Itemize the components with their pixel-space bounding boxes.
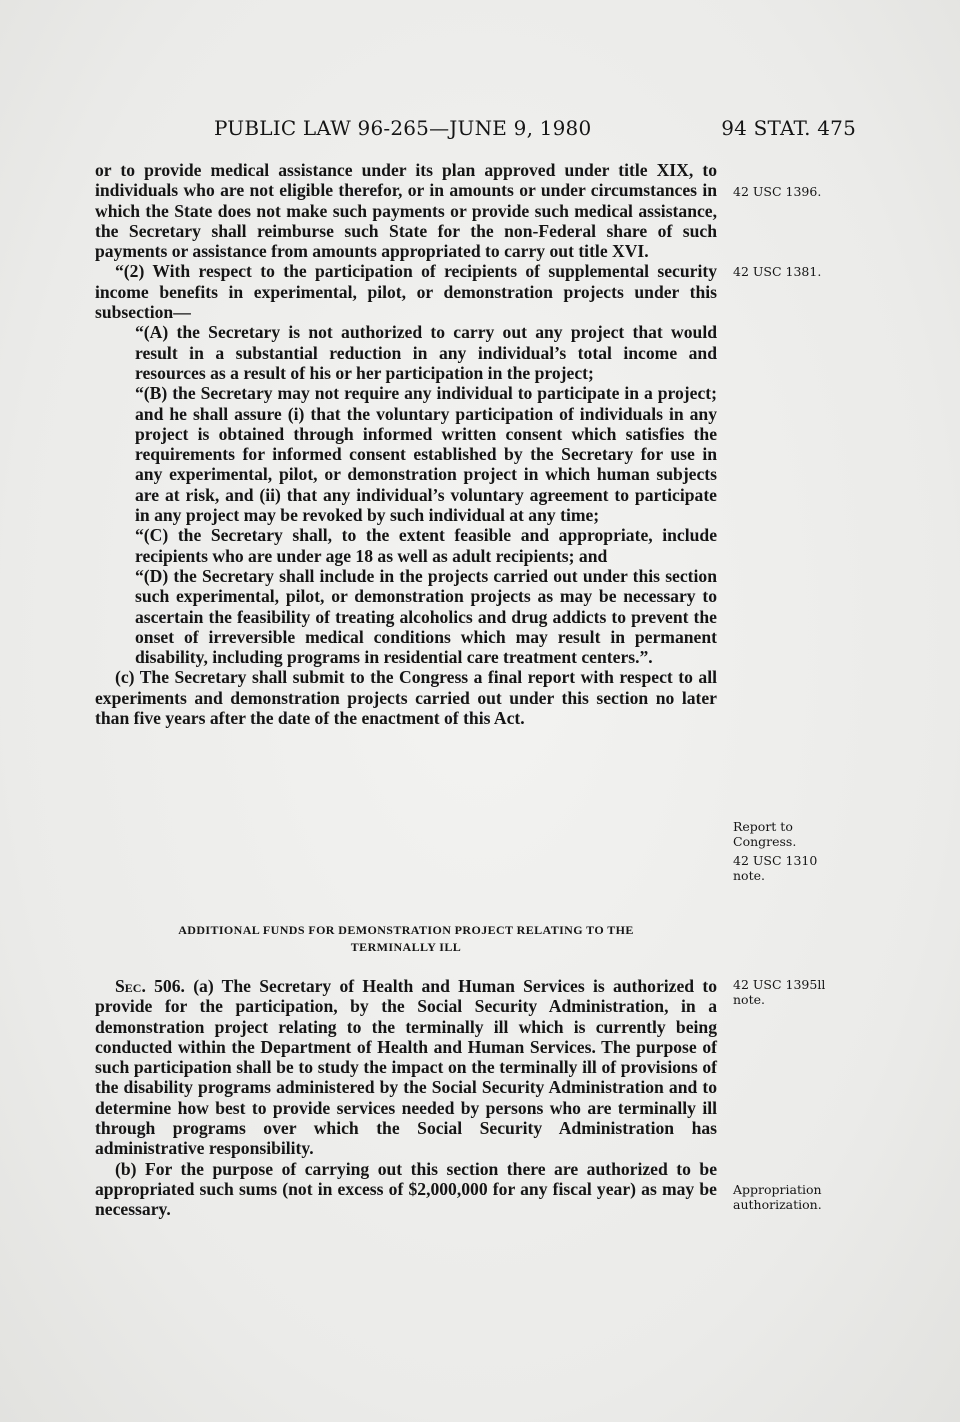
body-block-2 [95,976,717,1220]
paragraph-2-B: “(B) the Secretary may not require any individual to participate in a project; and he shall assure (i) that the voluntary participation of individuals in any project is obtained through informed written consent which satisfies the requirements for informed consent established by the Secretary for use in any experimental, pilot, or demonstration project in which human subjects are at risk, and (ii) that any individual’s voluntary agreement to participate in any project may be revoked by such individual at any time; [135,383,717,526]
paragraph-2: “(2) With respect to the participation of recipients of supplemental security income benefits in experimental, pilot, or demonstration projects under this subsection— [95,261,717,323]
margin-note-appropriation-line-2: authorization. [733,1196,822,1212]
margin-note-appropriation [733,1183,853,1212]
margin-note-report-to-congress [733,820,853,849]
margin-note-usc-1395ll-line-2: note. [733,991,765,1007]
margin-note-usc-1396: 42 USC 1396. [733,184,822,199]
paragraph-sec-506-a-text: (a) The Secretary of Health and Human Services is authorized to provide for the participation, by the Social Security Administration, in a demonstration project relating to the terminally ill which is currently being conducted within the Department of Health and Human Services. The purpose of such participation shall be to study the impact on the terminally ill of provisions of the disability programs administered by the Social Security Administration and to determine how best to provide services needed by persons who are terminally ill through programs over which the Social Security Administration has administrative responsibility. [95,976,717,1159]
margin-note-usc-1310-line-1: 42 USC 1310 [733,853,818,868]
section-heading-line-1: ADDITIONAL FUNDS FOR DEMONSTRATION PROJECT RELATING TO THE [178,923,634,937]
paragraph-continuation: or to provide medical assistance under its plan approved under title XIX, to individuals who are not eligible therefor, or in amounts or under circumstances in which the State does not make such payments or provide such medical assistance, the Secretary shall reimburse such State for the non-Federal share of such payments or assistance from amounts appropriated to carry out title XVI. [95,160,717,262]
paragraph-sec-506-b: (b) For the purpose of carrying out this section there are authorized to be appropriated such sums (not in excess of $2,000,000 for any fiscal year) as may be necessary. [95,1158,717,1220]
margin-note-usc-1310-line-2: note. [733,867,765,883]
paragraph-c: (c) The Secretary shall submit to the Congress a final report with respect to all experiments and demonstration projects carried out under this section no later than five years after the date of the enactment of this Act. [95,667,717,729]
header-page-number: 94 STAT. 475 [721,116,856,140]
margin-note-appropriation-line-1: Appropriation [733,1182,822,1197]
body-block-1 [95,160,717,728]
margin-note-report-line-1: Report to [733,819,793,834]
margin-note-usc-1395ll-line-1: 42 USC 1395ll [733,977,826,992]
paragraph-2-C: “(C) the Secretary shall, to the extent feasible and appropriate, include recipients who are under age 18 as well as adult recipients; and [135,525,717,566]
margin-note-usc-1310 [733,854,853,883]
section-label: Sec. 506. [115,976,185,996]
margin-note-report-line-2: Congress. [733,833,797,849]
page-header [214,116,856,146]
header-law-title: PUBLIC LAW 96-265—JUNE 9, 1980 [214,116,592,140]
margin-note-usc-1381: 42 USC 1381. [733,264,822,279]
section-heading [95,922,717,956]
paragraph-2-D: “(D) the Secretary shall include in the projects carried out under this section such experimental, pilot, or demonstration projects as may be necessary to ascertain the feasibility of treating alcoholics and drug addicts to prevent the onset of irreversible medical conditions which may result in permanent disability, including programs in residential care treatment centers.”. [135,565,717,668]
margin-note-usc-1395ll [733,978,853,1007]
paragraph-sec-506-a [95,976,717,1159]
section-heading-line-2: TERMINALLY ILL [350,940,462,954]
paragraph-2-A: “(A) the Secretary is not authorized to carry out any project that would result in a substantial reduction in any individual’s total income and resources as a result of his or her participation in the project; [135,322,717,383]
